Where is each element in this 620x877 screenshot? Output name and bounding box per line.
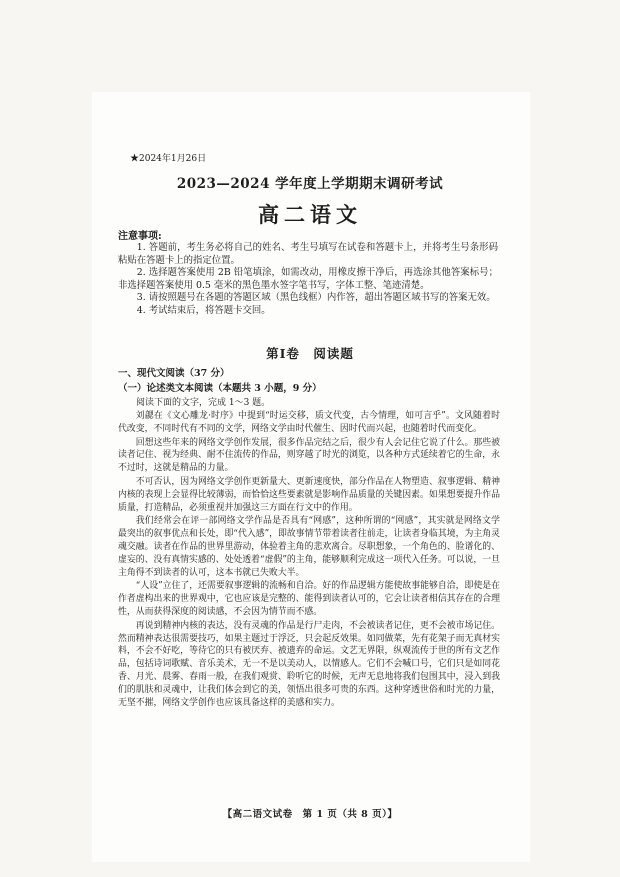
exam-title: 2023—2024 学年度上学期期末调研考试 xyxy=(176,176,444,192)
passage-paragraph: 再说到精神内核的表达，没有灵魂的作品是行尸走肉，不会被读者记住，更不会被市场记住。然而精神表达很需要技巧，如果主题过于浮泛，只会起反效果。如同做菜，先有花架子而无真材实料，不会不好吃，等待它的只有被厌弃、被遗弃的命运。文艺无界限，纵观流传于世的所有文艺作品，包括诗词歌赋、音乐美术，无一不是以美动人，以情感人。它们不会喊口号，它们只是如同花香、月光、晨雾、春雨一般，在我们观赏、聆听它的时候，无声无息地将我们包围其中，浸入到我们的肌肤和灵魂中，让我们体会到它的美，领悟出很多可贵的东西。这种穿透世俗和时光的力量，无坚不摧，网络文学创作也应该具备这样的美感和实力。 xyxy=(118,620,500,708)
subject-title: 高二语文 xyxy=(258,202,362,227)
exam-date: ★2024年1月26日 xyxy=(130,154,207,164)
note-item: 3. 请按照题号在各题的答题区域（黑色线框）内作答，超出答题区域书写的答案无效。 xyxy=(136,292,496,304)
part-title: 第Ⅰ卷 阅读题 xyxy=(266,346,354,361)
note-item: 1. 答题前，考生务必将自己的姓名、考生号填写在试卷和答题卡上，并将考生号条形码粘贴在答题卡上的指定位置。 xyxy=(118,242,498,266)
passage-paragraph: 回想这些年来的网络文学创作发展，很多作品完结之后，很少有人会记住它说了什么。那些被读者记住、视为经典、耐不住流传的作品，则穿越了时光的浏览，以各种方式延续着它的生命，永不过时，这就是精品的力量。 xyxy=(118,437,500,474)
page-footer: 【高二语文试卷 第 1 页（共 8 页）】 xyxy=(222,809,398,820)
passage-paragraph: 刘勰在《文心雕龙·时序》中提到“时运交移，质文代变，古今情理，如可言乎”。文风随着时代改变，不同时代有不同的文学，网络文学由时代催生、因时代而兴起，也随着时代而变化。 xyxy=(118,411,500,434)
section-title: 一、现代文阅读（37 分） xyxy=(118,368,230,379)
notes-heading: 注意事项: xyxy=(118,231,162,242)
section-subtitle: （一）论述类文本阅读（本题共 3 小题，9 分） xyxy=(118,383,322,394)
passage-paragraph: 不可否认，因为网络文学创作更新量大、更新速度快，部分作品在人物塑造、叙事逻辑、精神内核的表现上会显得比较薄弱，而恰恰这些要素就是影响作品质量的关键因素。如果想要提升作品质量，打造精品，必须重视并加强这三方面在行文中的作用。 xyxy=(118,476,500,513)
note-item: 2. 选择题答案使用 2B 铅笔填涂，如需改动，用橡皮擦干净后，再选涂其他答案标号；非选择题答案使用 0.5 毫米的黑色墨水签字笔书写，字体工整、笔迹清楚。 xyxy=(118,267,498,291)
passage-paragraph: 我们经常会在评一部网络文学作品是否具有“网感”，这种所谓的“网感”，其实就是网络文学最突出的叙事优点和长处，即“代入感”，即故事情节带着读者往前走，让读者身临其境，为主角灵魂交融。读者在作品的世界里游动，体验着主角的悲欢离合。尽职想象，一个角色的、脸谱化的、虚妄的、没有真情实感的、处处透着“虚假”的主角，能够顺利完成这一项代入任务。可以说，一旦主角得不到读者的认可，这本书就已失败大半。 xyxy=(118,516,500,578)
passage-paragraph: “人设”立住了，还需要叙事逻辑的流畅和自洽。好的作品逻辑方能使故事能够自洽，即使是在作者虚构出来的世界观中，它也应该是完整的、能得到读者认可的，它会让读者相信其存在的合理性，从而获得深度的阅读感，不会因为情节而不感。 xyxy=(118,581,500,617)
notes-list xyxy=(118,242,498,318)
reading-instruction: 阅读下面的文字，完成 1～3 题。 xyxy=(136,398,271,408)
note-item: 4. 考试结束后，将答题卡交回。 xyxy=(136,304,271,316)
reading-passage xyxy=(118,410,500,710)
